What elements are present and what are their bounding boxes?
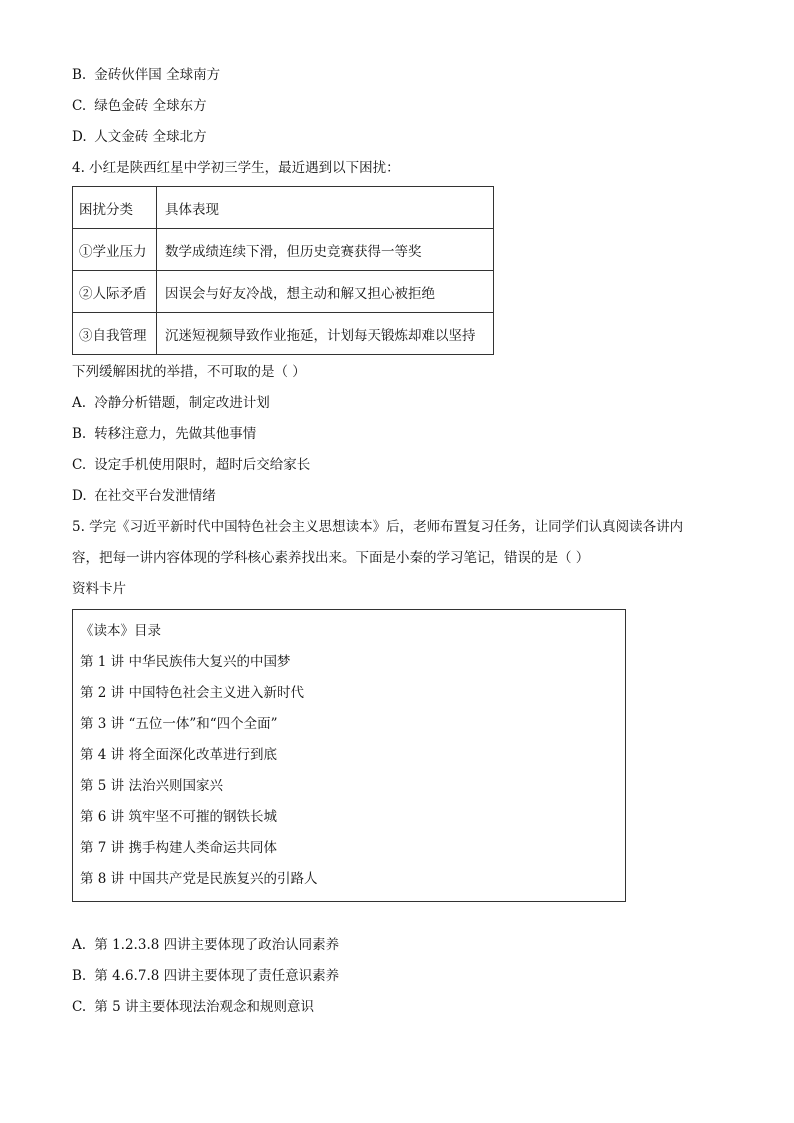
table-row (73, 229, 494, 271)
q4-option-b (72, 419, 722, 450)
q5-option-a (72, 930, 722, 961)
q4-option-a (72, 388, 722, 419)
table-cell: 沉迷短视频导致作业拖延，计划每天锻炼却难以坚持 (157, 313, 494, 355)
lecture-item: 第 3 讲 “五位一体”和“四个全面” (80, 716, 278, 732)
option-text: 冷静分析错题，制定改进计划 (94, 395, 270, 411)
table-cell: 数学成绩连续下滑，但历史竞赛获得一等奖 (157, 229, 494, 271)
box-title: 《读本》目录 (80, 623, 161, 639)
table-cell: ①学业压力 (73, 229, 157, 271)
q4-option-d (72, 481, 722, 512)
table-header-row (73, 187, 494, 229)
card-title: 资料卡片 (72, 581, 126, 597)
option-text: 转移注意力，先做其他事情 (94, 426, 257, 442)
option-label: D. (72, 129, 87, 145)
lecture-item: 第 5 讲 法治兴则国家兴 (80, 778, 223, 794)
lecture-item: 第 1 讲 中华民族伟大复兴的中国梦 (80, 654, 291, 670)
q3-option-c (72, 91, 722, 122)
q5-option-c (72, 992, 722, 1023)
option-text: 绿色金砖 全球东方 (94, 98, 207, 114)
table-row (73, 313, 494, 355)
spacer (72, 902, 722, 930)
q4-question: 下列缓解困扰的举措，不可取的是（ ） (72, 364, 306, 380)
option-text: 金砖伙伴国 全球南方 (94, 67, 221, 83)
table-cell: 因误会与好友冷战，想主动和解又担心被拒绝 (157, 271, 494, 313)
option-label: B. (72, 426, 87, 442)
q4-table (72, 186, 494, 355)
option-label: A. (72, 937, 87, 953)
q4-option-c (72, 450, 722, 481)
reference-card (72, 609, 626, 902)
document-page (72, 60, 722, 1023)
option-text: 第 4.6.7.8 四讲主要体现了责任意识素养 (94, 968, 340, 984)
q5-stem-line2: 容，把每一讲内容体现的学科核心素养找出来。下面是小秦的学习笔记，错误的是（ ） (72, 550, 590, 566)
lecture-item: 第 6 讲 筑牢坚不可摧的钢铁长城 (80, 809, 277, 825)
q4-stem: 4. 小红是陕西红星中学初三学生，最近遇到以下困扰： (72, 160, 400, 176)
table-header-cell: 困扰分类 (73, 187, 157, 229)
lecture-item: 第 2 讲 中国特色社会主义进入新时代 (80, 685, 304, 701)
option-text: 设定手机使用限时，超时后交给家长 (94, 457, 311, 473)
option-label: C. (72, 457, 87, 473)
q3-option-d (72, 122, 722, 153)
table-row (73, 271, 494, 313)
option-text: 第 1.2.3.8 四讲主要体现了政治认同素养 (94, 937, 340, 953)
q5-option-b (72, 961, 722, 992)
option-label: B. (72, 67, 87, 83)
option-label: D. (72, 488, 87, 504)
q3-option-b (72, 60, 722, 91)
lecture-item: 第 7 讲 携手构建人类命运共同体 (80, 840, 277, 856)
option-text: 人文金砖 全球北方 (94, 129, 207, 145)
option-label: B. (72, 968, 87, 984)
q5-stem-line1: 5. 学完《习近平新时代中国特色社会主义思想读本》后，老师布置复习任务，让同学们认真阅读各讲内 (72, 519, 684, 535)
option-text: 在社交平台发泄情绪 (94, 488, 216, 504)
table-header-cell: 具体表现 (157, 187, 494, 229)
option-label: C. (72, 98, 87, 114)
table-cell: ③自我管理 (73, 313, 157, 355)
lecture-item: 第 8 讲 中国共产党是民族复兴的引路人 (80, 871, 318, 887)
option-label: A. (72, 395, 87, 411)
option-label: C. (72, 999, 87, 1015)
table-cell: ②人际矛盾 (73, 271, 157, 313)
lecture-item: 第 4 讲 将全面深化改革进行到底 (80, 747, 277, 763)
option-text: 第 5 讲主要体现法治观念和规则意识 (94, 999, 314, 1015)
